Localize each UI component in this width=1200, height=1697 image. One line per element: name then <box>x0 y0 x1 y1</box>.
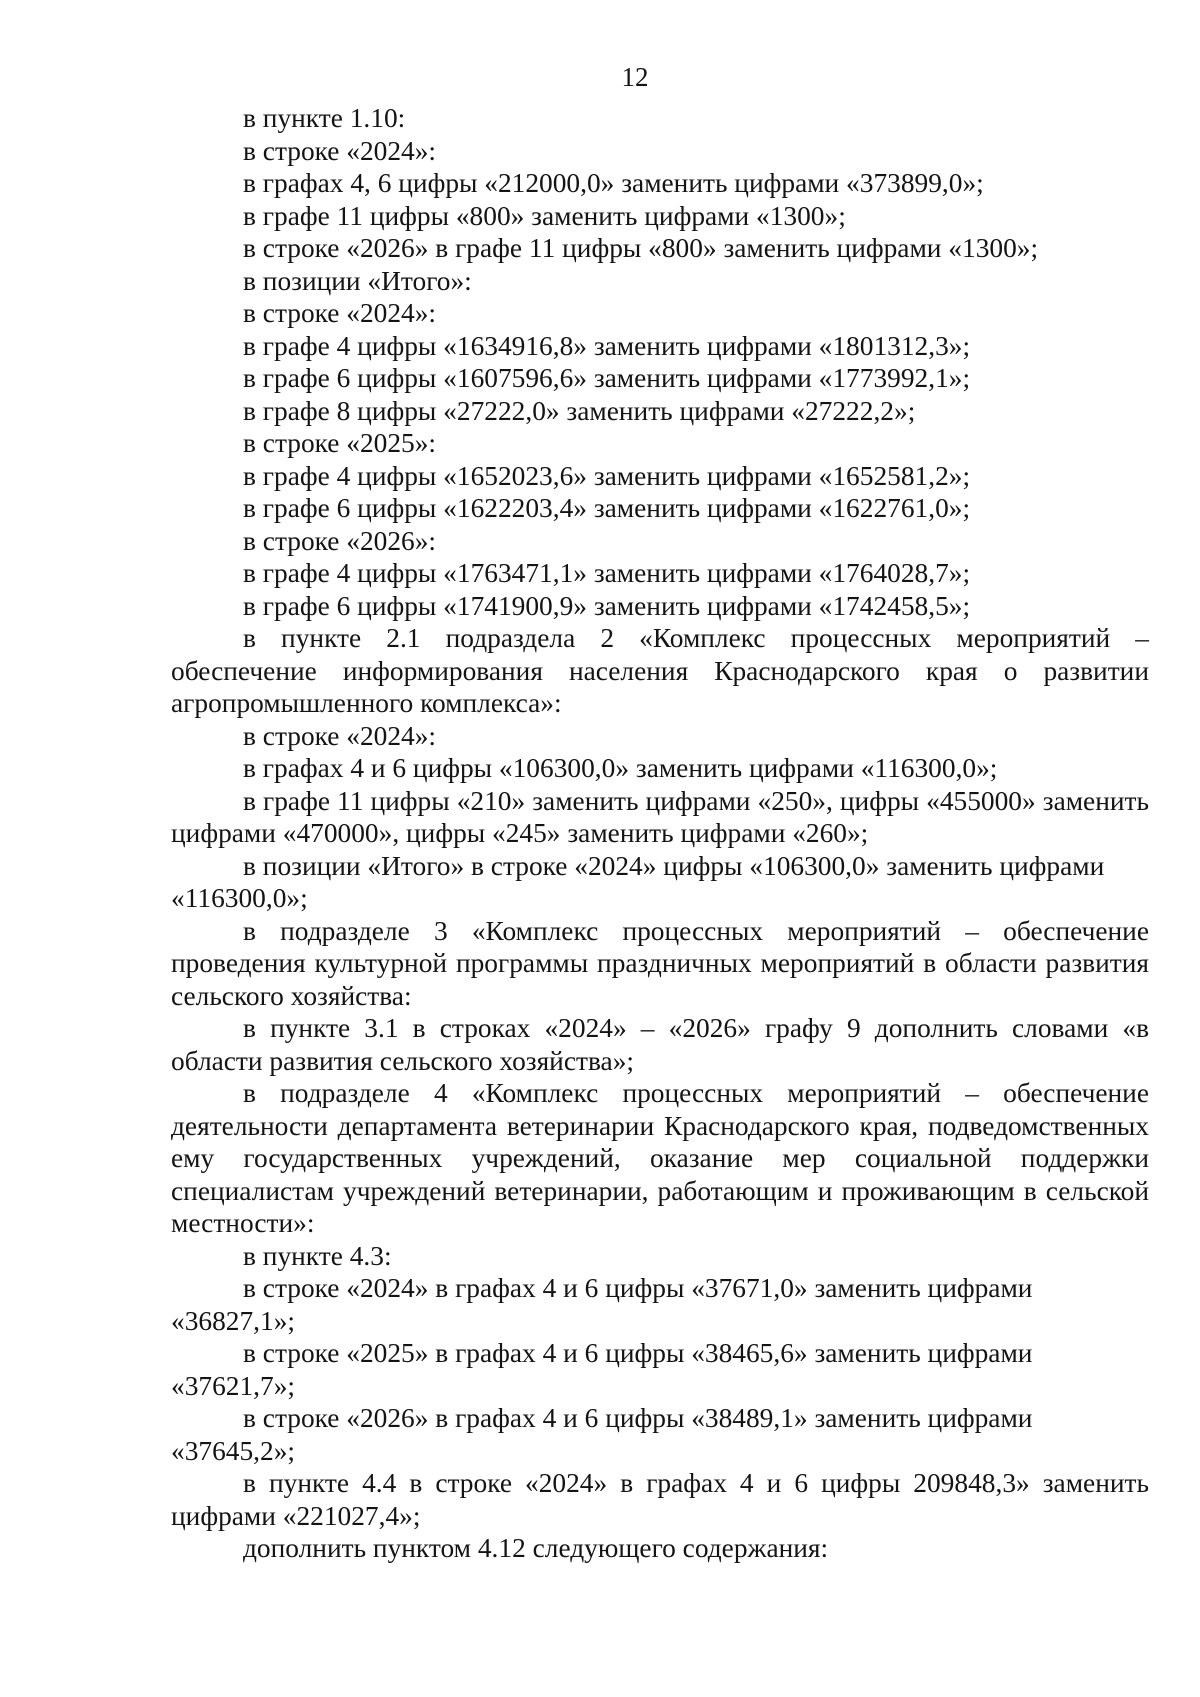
paragraph: в графе 4 цифры «1652023,6» заменить цифрами «1652581,2»; <box>243 460 971 491</box>
paragraph: в строке «2026» в графе 11 цифры «800» заменить цифрами «1300»; <box>243 233 1039 263</box>
paragraph: в строке «2024»: <box>243 298 437 328</box>
paragraph: дополнить пунктом 4.12 следующего содержания: <box>243 1533 829 1563</box>
paragraph: в подразделе 4 «Комплекс процессных мероприятий – обеспечение деятельности департамента ветеринарии Краснодарского края, подведомственных ему государственных учреждений, оказание мер социальной поддержки специалистам учреждений ветеринарии, работающим и проживающим в сельской местности»: <box>171 1078 1149 1238</box>
paragraph: в графе 6 цифры «1622203,4» заменить цифрами «1622761,0»; <box>243 493 971 523</box>
paragraph: в пункте 2.1 подраздела 2 «Комплекс процессных мероприятий – обеспечение информирования населения Краснодарского края о развитии агропромышленного комплекса»: <box>171 623 1149 718</box>
paragraph: в строке «2026» в графах 4 и 6 цифры «38489,1» заменить цифрами «37645,2»; <box>171 1403 1033 1466</box>
paragraph: в пункте 1.10: <box>243 103 406 133</box>
paragraph: в графе 6 цифры «1741900,9» заменить цифрами «1742458,5»; <box>243 590 971 621</box>
paragraph: в пункте 3.1 в строках «2024» – «2026» графу 9 дополнить словами «в области развития сельского хозяйства»; <box>171 1013 1149 1076</box>
paragraph: в строке «2025» в графах 4 и 6 цифры «38465,6» заменить цифрами «37621,7»; <box>171 1338 1033 1401</box>
paragraph: в графе 8 цифры «27222,0» заменить цифрами «27222,2»; <box>243 395 916 426</box>
paragraph: в графах 4 и 6 цифры «106300,0» заменить цифрами «116300,0»; <box>243 753 998 783</box>
paragraph: в позиции «Итого»: <box>243 265 472 296</box>
paragraph: в графе 11 цифры «800» заменить цифрами «1300»; <box>243 200 846 231</box>
paragraph: в строке «2024» в графах 4 и 6 цифры «37671,0» заменить цифрами «36827,1»; <box>171 1273 1033 1336</box>
paragraph: в строке «2024»: <box>243 720 437 751</box>
paragraph: в графе 6 цифры «1607596,6» заменить цифрами «1773992,1»; <box>243 363 971 393</box>
paragraph: в пункте 4.4 в строке «2024» в графах 4 и 6 цифры 209848,3» заменить цифрами «221027,4»; <box>171 1468 1149 1531</box>
paragraph: в графе 4 цифры «1763471,1» заменить цифрами «1764028,7»; <box>243 558 971 588</box>
paragraph: в строке «2025»: <box>243 428 437 458</box>
paragraph: в пункте 4.3: <box>243 1240 392 1271</box>
paragraph: в графе 11 цифры «210» заменить цифрами «250», цифры «455000» заменить цифрами «470000», цифры «245» заменить цифрами «260»; <box>171 785 1149 848</box>
page-number: 12 <box>621 62 649 92</box>
paragraph: в графах 4, 6 цифры «212000,0» заменить цифрами «373899,0»; <box>243 168 984 198</box>
paragraph: в строке «2024»: <box>243 135 437 166</box>
document-body <box>171 102 1149 1565</box>
paragraph: в строке «2026»: <box>243 525 437 556</box>
paragraph: в подразделе 3 «Комплекс процессных мероприятий – обеспечение проведения культурной программы праздничных мероприятий в области развития сельского хозяйства: <box>171 915 1149 1011</box>
paragraph: в графе 4 цифры «1634916,8» заменить цифрами «1801312,3»; <box>243 330 971 361</box>
paragraph: в позиции «Итого» в строке «2024» цифры «106300,0» заменить цифрами «116300,0»; <box>171 850 1105 913</box>
